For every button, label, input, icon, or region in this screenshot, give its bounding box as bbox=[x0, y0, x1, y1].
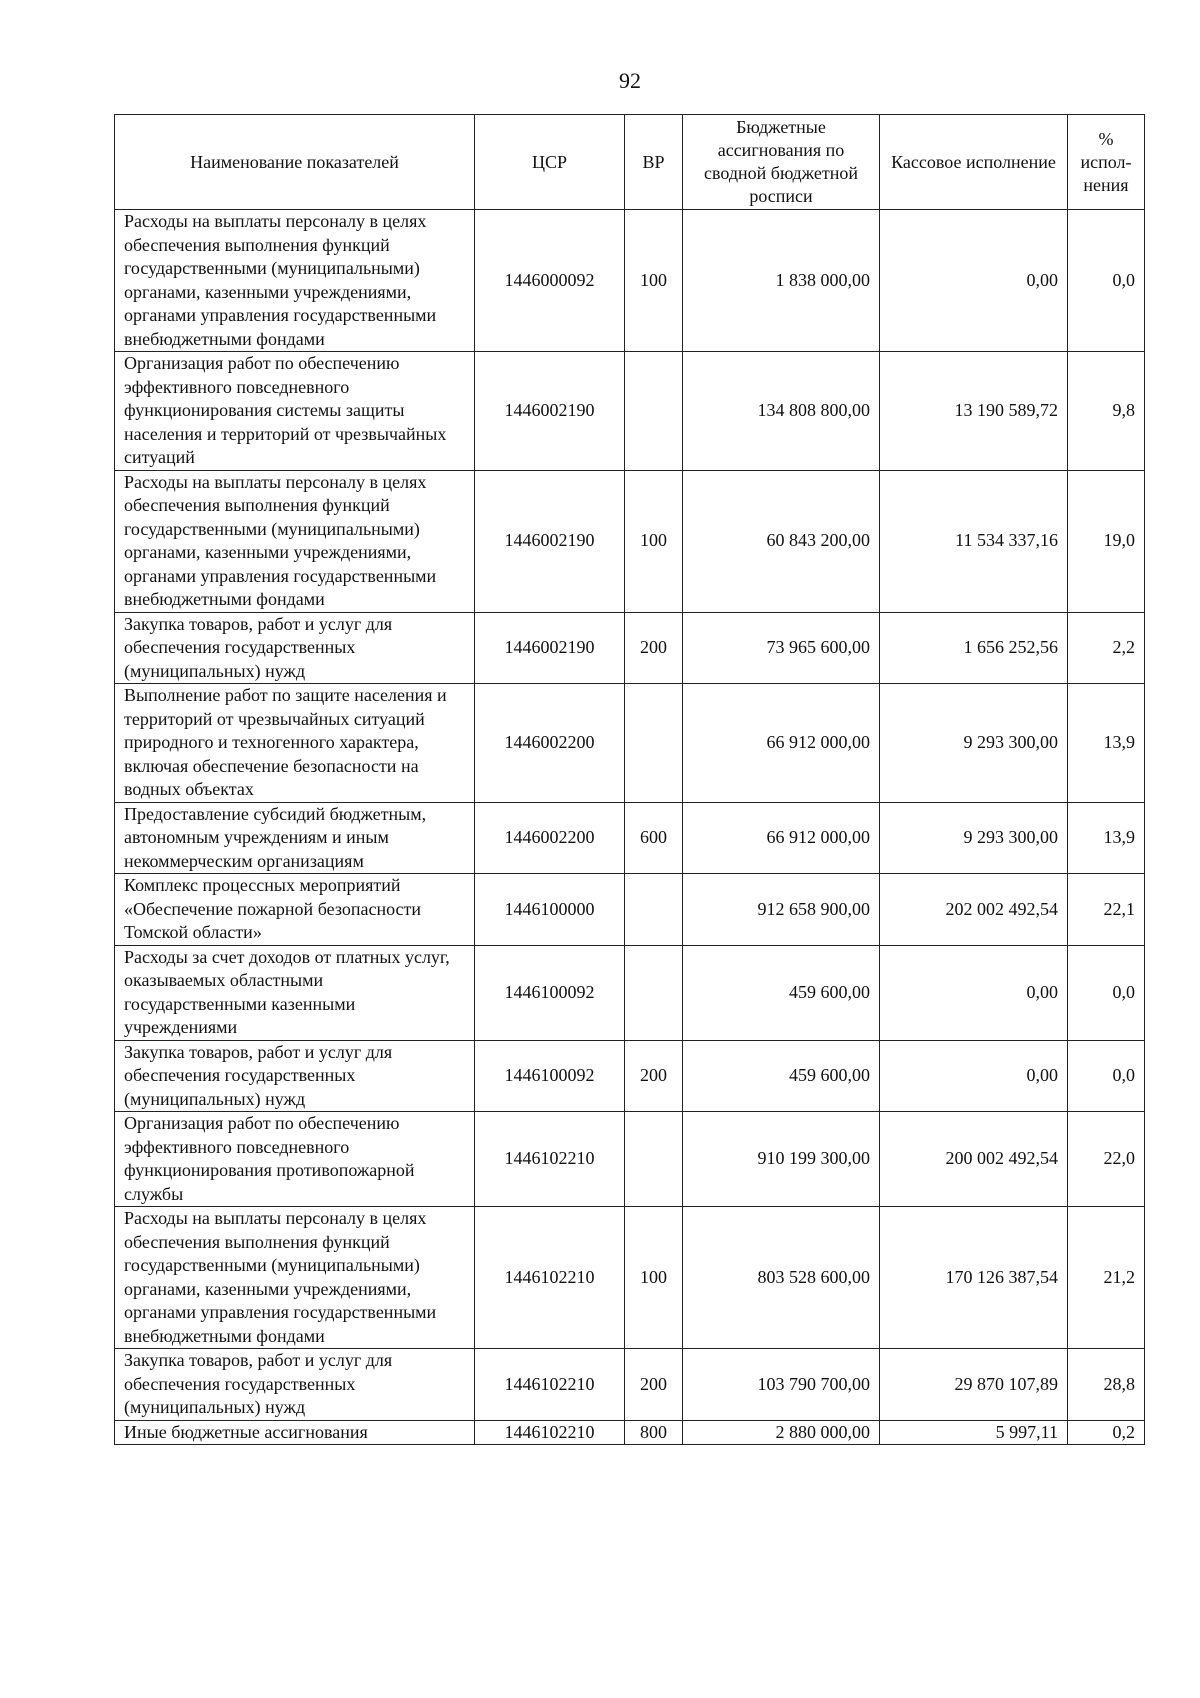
table-row bbox=[115, 684, 1145, 803]
row-csr: 1446102210 bbox=[475, 1420, 625, 1445]
row-percent: 2,2 bbox=[1068, 612, 1145, 684]
row-csr: 1446002200 bbox=[475, 684, 625, 803]
row-cash-execution: 200 002 492,54 bbox=[880, 1112, 1068, 1207]
row-name: Расходы за счет доходов от платных услуг, оказываемых областными государственными казенными учреждениями bbox=[115, 945, 475, 1040]
table-header-row bbox=[115, 115, 1145, 210]
row-csr: 1446002190 bbox=[475, 470, 625, 612]
row-allocation: 803 528 600,00 bbox=[683, 1207, 880, 1349]
row-name: Иные бюджетные ассигнования bbox=[115, 1420, 475, 1445]
row-percent: 19,0 bbox=[1068, 470, 1145, 612]
table-row bbox=[115, 1040, 1145, 1112]
row-allocation: 2 880 000,00 bbox=[683, 1420, 880, 1445]
row-allocation: 459 600,00 bbox=[683, 945, 880, 1040]
row-allocation: 134 808 800,00 bbox=[683, 352, 880, 471]
header-vr: ВР bbox=[625, 115, 683, 210]
header-name: Наименование показателей bbox=[115, 115, 475, 210]
row-cash-execution: 1 656 252,56 bbox=[880, 612, 1068, 684]
row-percent: 13,9 bbox=[1068, 684, 1145, 803]
header-allocations: Бюджетные ассигнования по сводной бюджетной росписи bbox=[683, 115, 880, 210]
row-percent: 22,0 bbox=[1068, 1112, 1145, 1207]
header-csr: ЦСР bbox=[475, 115, 625, 210]
row-name: Закупка товаров, работ и услуг для обеспечения государственных (муниципальных) нужд bbox=[115, 1349, 475, 1421]
row-name: Расходы на выплаты персоналу в целях обеспечения выполнения функций государственными (муниципальными) органами, казенными учреждениями, органами управления государственными внебюджетными фондами bbox=[115, 210, 475, 352]
row-csr: 1446002190 bbox=[475, 352, 625, 471]
row-name: Закупка товаров, работ и услуг для обеспечения государственных (муниципальных) нужд bbox=[115, 1040, 475, 1112]
row-csr: 1446002200 bbox=[475, 802, 625, 874]
row-cash-execution: 9 293 300,00 bbox=[880, 684, 1068, 803]
row-cash-execution: 9 293 300,00 bbox=[880, 802, 1068, 874]
row-name: Комплекс процессных мероприятий «Обеспечение пожарной безопасности Томской области» bbox=[115, 874, 475, 946]
row-cash-execution: 0,00 bbox=[880, 945, 1068, 1040]
row-allocation: 910 199 300,00 bbox=[683, 1112, 880, 1207]
row-cash-execution: 5 997,11 bbox=[880, 1420, 1068, 1445]
header-execution-percent: % испол-нения bbox=[1068, 115, 1145, 210]
row-csr: 1446002190 bbox=[475, 612, 625, 684]
row-vr bbox=[625, 945, 683, 1040]
row-cash-execution: 0,00 bbox=[880, 210, 1068, 352]
table-row bbox=[115, 1349, 1145, 1421]
table-row bbox=[115, 874, 1145, 946]
row-name: Выполнение работ по защите населения и территорий от чрезвычайных ситуаций природного и техногенного характера, включая обеспечение безопасности на водных объектах bbox=[115, 684, 475, 803]
table-row bbox=[115, 352, 1145, 471]
row-cash-execution: 202 002 492,54 bbox=[880, 874, 1068, 946]
row-vr: 100 bbox=[625, 210, 683, 352]
row-allocation: 66 912 000,00 bbox=[683, 802, 880, 874]
row-vr bbox=[625, 874, 683, 946]
table-row bbox=[115, 802, 1145, 874]
row-csr: 1446102210 bbox=[475, 1112, 625, 1207]
table-row bbox=[115, 945, 1145, 1040]
row-allocation: 459 600,00 bbox=[683, 1040, 880, 1112]
row-vr: 200 bbox=[625, 612, 683, 684]
row-allocation: 1 838 000,00 bbox=[683, 210, 880, 352]
row-allocation: 66 912 000,00 bbox=[683, 684, 880, 803]
row-percent: 22,1 bbox=[1068, 874, 1145, 946]
table-row bbox=[115, 612, 1145, 684]
row-csr: 1446102210 bbox=[475, 1207, 625, 1349]
table-row bbox=[115, 1207, 1145, 1349]
row-name: Расходы на выплаты персоналу в целях обеспечения выполнения функций государственными (муниципальными) органами, казенными учреждениями, органами управления государственными внебюджетными фондами bbox=[115, 1207, 475, 1349]
row-allocation: 103 790 700,00 bbox=[683, 1349, 880, 1421]
row-csr: 1446100092 bbox=[475, 1040, 625, 1112]
table-row bbox=[115, 470, 1145, 612]
row-cash-execution: 11 534 337,16 bbox=[880, 470, 1068, 612]
row-percent: 13,9 bbox=[1068, 802, 1145, 874]
header-cash-execution: Кассовое исполнение bbox=[880, 115, 1068, 210]
row-name: Организация работ по обеспечению эффективного повседневного функционирования системы защиты населения и территорий от чрезвычайных ситуаций bbox=[115, 352, 475, 471]
row-percent: 21,2 bbox=[1068, 1207, 1145, 1349]
row-csr: 1446000092 bbox=[475, 210, 625, 352]
row-name: Закупка товаров, работ и услуг для обеспечения государственных (муниципальных) нужд bbox=[115, 612, 475, 684]
row-allocation: 60 843 200,00 bbox=[683, 470, 880, 612]
row-vr: 100 bbox=[625, 470, 683, 612]
row-name: Предоставление субсидий бюджетным, автономным учреждениям и иным некоммерческим организациям bbox=[115, 802, 475, 874]
row-cash-execution: 13 190 589,72 bbox=[880, 352, 1068, 471]
row-allocation: 912 658 900,00 bbox=[683, 874, 880, 946]
table-row bbox=[115, 1112, 1145, 1207]
row-percent: 9,8 bbox=[1068, 352, 1145, 471]
row-vr: 200 bbox=[625, 1040, 683, 1112]
row-csr: 1446100000 bbox=[475, 874, 625, 946]
row-name: Расходы на выплаты персоналу в целях обеспечения выполнения функций государственными (муниципальными) органами, казенными учреждениями, органами управления государственными внебюджетными фондами bbox=[115, 470, 475, 612]
row-percent: 28,8 bbox=[1068, 1349, 1145, 1421]
row-vr: 600 bbox=[625, 802, 683, 874]
row-vr bbox=[625, 684, 683, 803]
row-vr: 800 bbox=[625, 1420, 683, 1445]
row-vr: 100 bbox=[625, 1207, 683, 1349]
row-name: Организация работ по обеспечению эффективного повседневного функционирования противопожарной службы bbox=[115, 1112, 475, 1207]
row-cash-execution: 170 126 387,54 bbox=[880, 1207, 1068, 1349]
budget-execution-table bbox=[114, 114, 1145, 1445]
table-row bbox=[115, 210, 1145, 352]
row-cash-execution: 0,00 bbox=[880, 1040, 1068, 1112]
row-percent: 0,0 bbox=[1068, 945, 1145, 1040]
row-percent: 0,2 bbox=[1068, 1420, 1145, 1445]
row-cash-execution: 29 870 107,89 bbox=[880, 1349, 1068, 1421]
row-vr: 200 bbox=[625, 1349, 683, 1421]
row-vr bbox=[625, 352, 683, 471]
row-csr: 1446100092 bbox=[475, 945, 625, 1040]
row-percent: 0,0 bbox=[1068, 210, 1145, 352]
row-csr: 1446102210 bbox=[475, 1349, 625, 1421]
page-number: 92 bbox=[619, 68, 641, 93]
row-allocation: 73 965 600,00 bbox=[683, 612, 880, 684]
row-vr bbox=[625, 1112, 683, 1207]
row-percent: 0,0 bbox=[1068, 1040, 1145, 1112]
table-row bbox=[115, 1420, 1145, 1445]
